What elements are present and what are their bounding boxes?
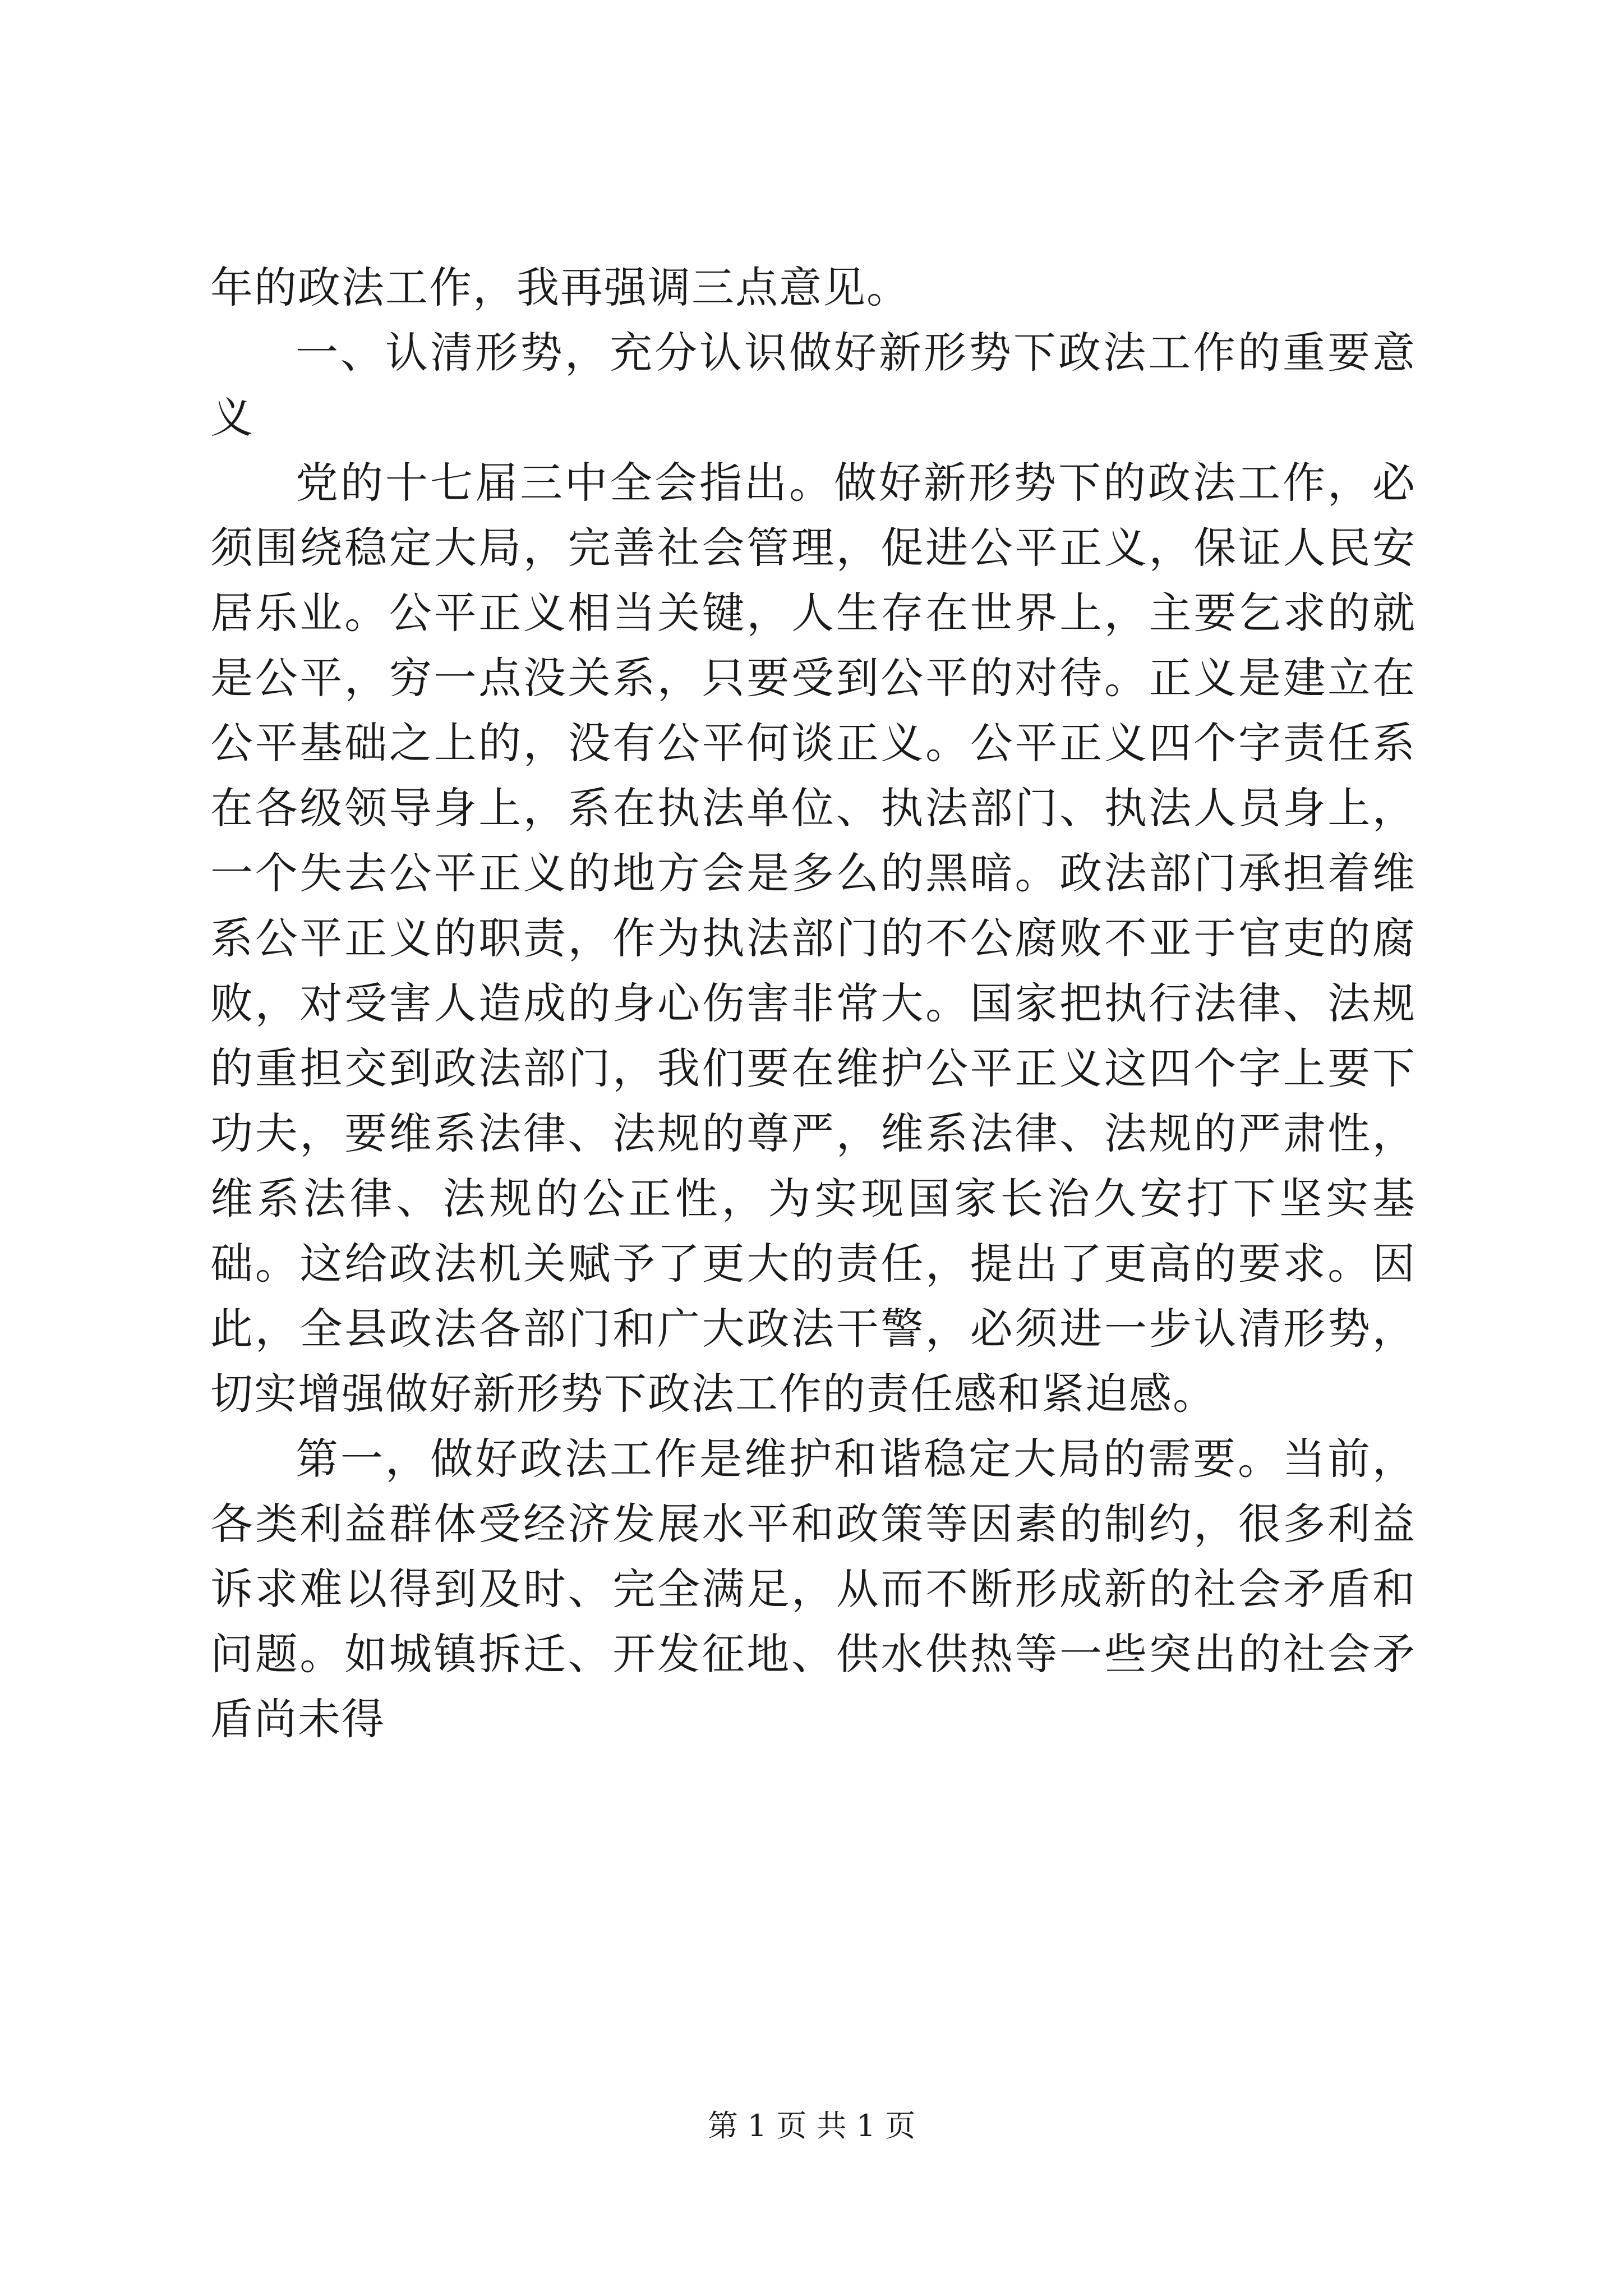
paragraph-continuation: 年的政法工作，我再强调三点意见。 [210, 263, 910, 312]
paragraph-main: 党的十七届三中全会指出。做好新形势下的政法工作，必须围绕稳定大局，完善社会管理，促进公平正义，保证人民安居乐业。公平正义相当关键，人生存在世界上，主要乞求的就是公平，穷一点没关系，只要受到公平的对待。正义是建立在公平基础之上的，没有公平何谈正义。公平正义四个字责任系在各级领导身上，系在执法单位、执法部门、执法人员身上，一个失去公平正义的地方会是多么的黑暗。政法部门承担着维系公平正义的职责，作为执法部门的不公腐败不亚于官吏的腐败，对受害人造成的身心伤害非常大。国家把执行法律、法规的重担交到政法部门，我们要在维护公平正义这四个字上要下功夫，要维系法律、法规的尊严，维系法律、法规的严肃性，维系法律、法规的公正性，为实现国家长治久安打下坚实基础。这给政法机关赋予了更大的责任，提出了更高的要求。因此，全县政法各部门和广大政法干警，必须进一步认清形势，切实增强做好新形势下政法工作的责任感和紧迫感。 [210, 458, 1416, 1419]
paragraph-first-point: 第一，做好政法工作是维护和谐稳定大局的需要。当前，各类利益群体受经济发展水平和政策等因素的制约，很多利益诉求难以得到及时、完全满足，从而不断形成新的社会矛盾和问题。如城镇拆迁、开发征地、供水供热等一些突出的社会矛盾尚未得 [210, 1434, 1416, 1744]
document-body [210, 255, 1416, 1752]
page-footer: 第 1 页 共 1 页 [707, 2108, 916, 2143]
section-heading: 一、认清形势，充分认识做好新形势下政法工作的重要意义 [210, 328, 1416, 443]
